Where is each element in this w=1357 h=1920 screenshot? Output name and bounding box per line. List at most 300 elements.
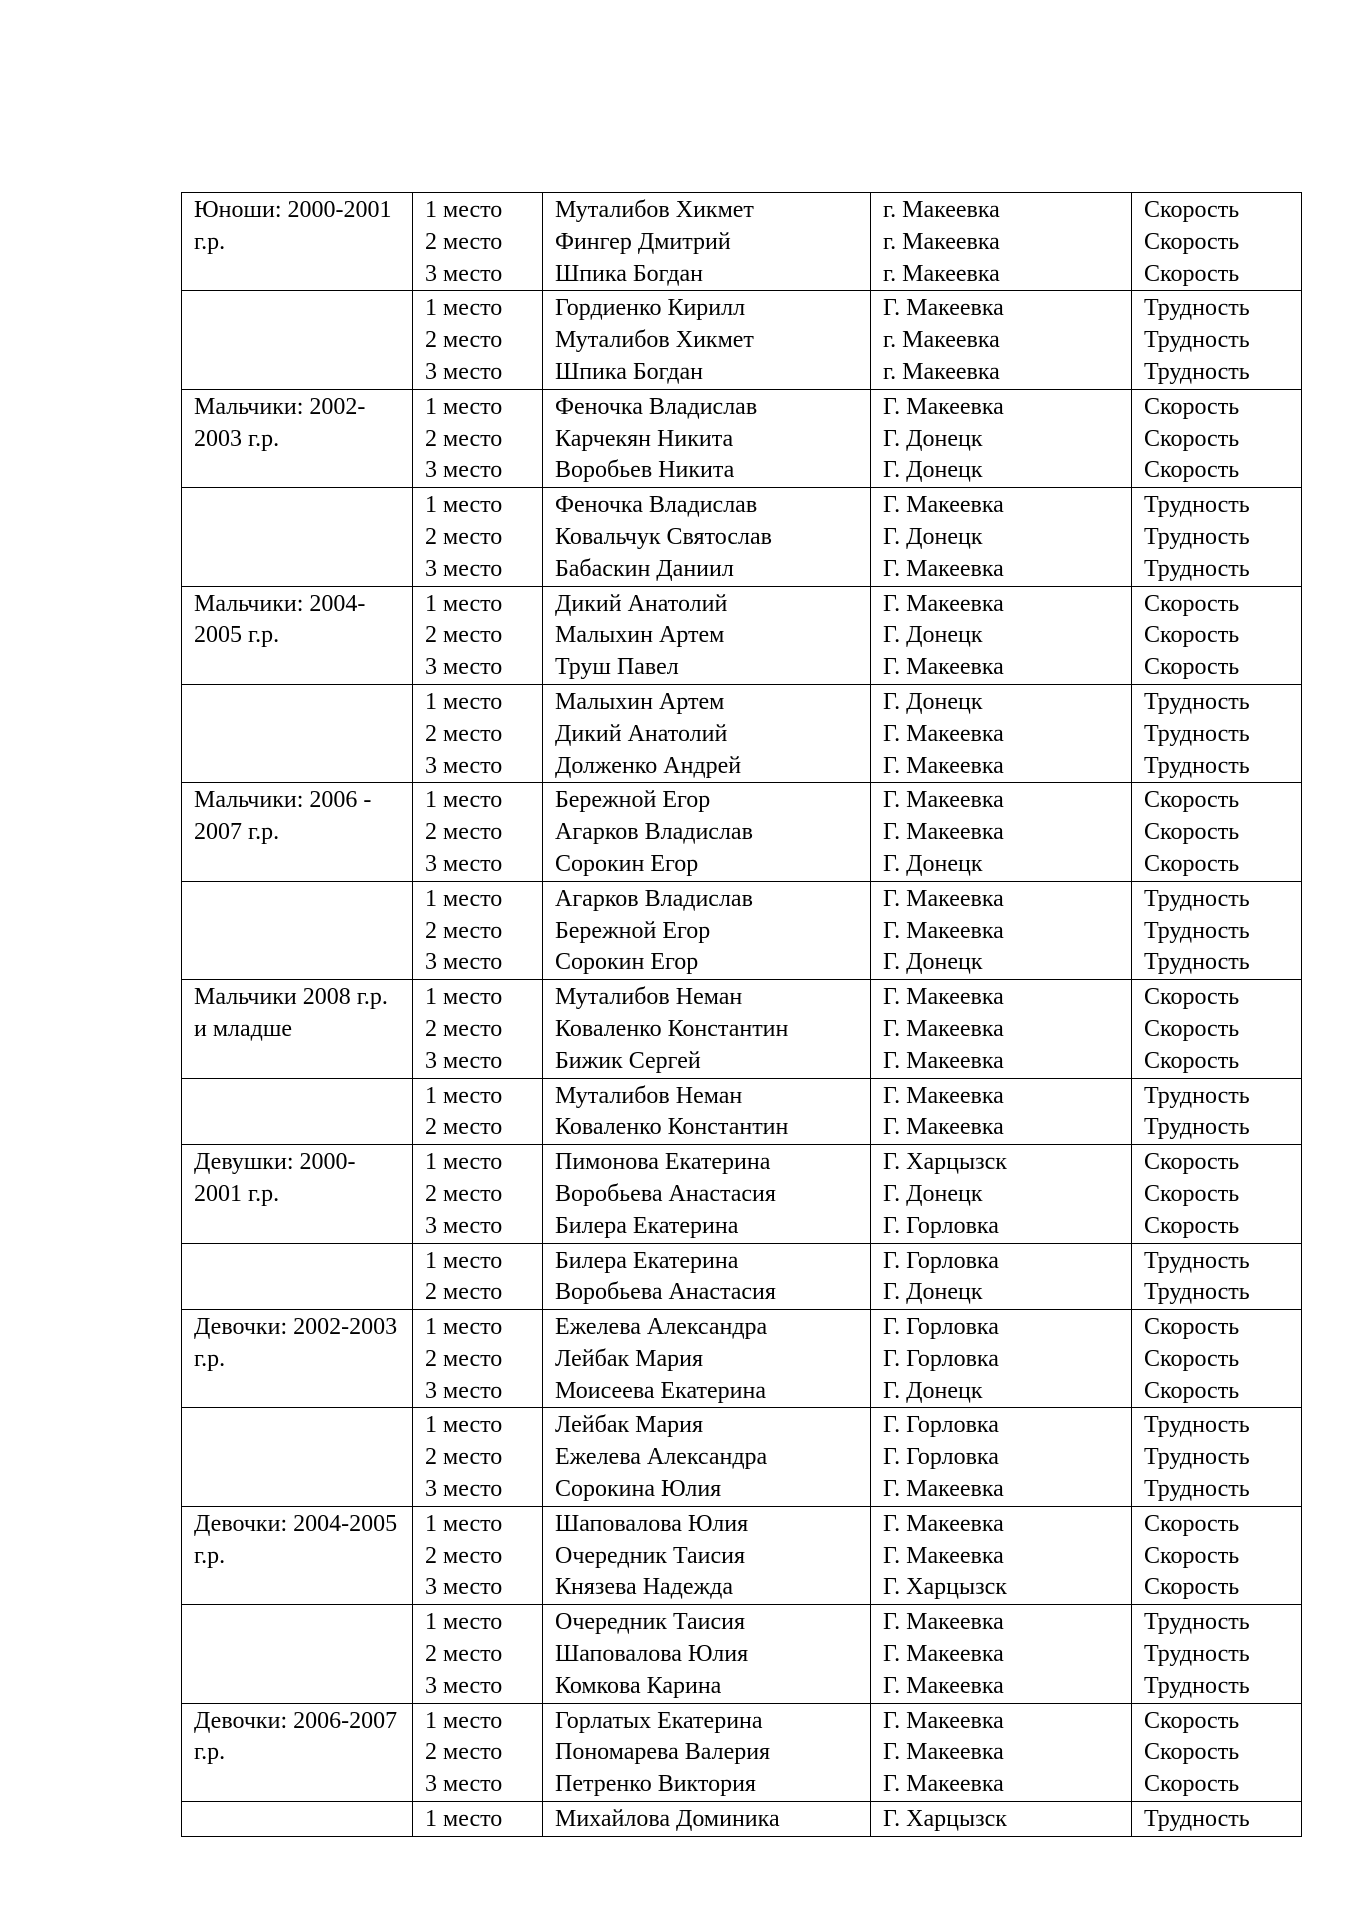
result-group-row: [182, 291, 1302, 389]
athlete-name: Очередник Таисия: [555, 1609, 746, 1636]
discipline-name: Скорость: [1144, 1212, 1240, 1239]
athlete-name: Коваленко Константин: [555, 1114, 789, 1141]
discipline-name: Скорость: [1144, 590, 1240, 617]
place-cell: [413, 586, 543, 684]
city-name: Г. Макеевка: [883, 819, 1004, 846]
athlete-name-cell: [543, 1243, 871, 1310]
city-name: Г. Макеевка: [883, 752, 1004, 779]
result-group-row: [182, 1506, 1302, 1604]
place-cell: [413, 389, 543, 487]
athlete-name-cell: [543, 1078, 871, 1145]
place-text: 1 место: [425, 1149, 503, 1176]
discipline-name: Трудность: [1144, 358, 1250, 385]
athlete-name: Шпика Богдан: [555, 358, 703, 385]
results-body: [182, 193, 1302, 1837]
city-cell: [871, 783, 1132, 881]
athlete-name-cell: [543, 1703, 871, 1801]
discipline-name: Скорость: [1144, 1707, 1240, 1734]
category-cell: Девушки: 2000-2001 г.р.: [182, 1145, 413, 1243]
athlete-name: Воробьев Никита: [555, 457, 735, 484]
athlete-name: Лейбак Мария: [555, 1345, 704, 1372]
discipline-name: Трудность: [1144, 949, 1250, 976]
place-cell: [413, 291, 543, 389]
category-cell: [182, 1605, 413, 1703]
athlete-name: Муталибов Хикмет: [555, 197, 754, 223]
result-group-row: [182, 193, 1302, 291]
athlete-name-cell: [543, 586, 871, 684]
discipline-name: Скорость: [1144, 1510, 1240, 1537]
place-text: 2 место: [425, 228, 503, 255]
athlete-name: Князева Надежда: [555, 1574, 733, 1601]
athlete-name: Сорокин Егор: [555, 949, 699, 976]
category-cell: Мальчики: 2002-2003 г.р.: [182, 389, 413, 487]
discipline-name: Трудность: [1144, 523, 1250, 550]
place-text: 1 место: [425, 1707, 503, 1734]
athlete-name: Муталибов Неман: [555, 984, 743, 1011]
place-cell: [413, 193, 543, 291]
category-cell: [182, 684, 413, 782]
athlete-name: Гордиенко Кирилл: [555, 295, 746, 322]
city-name: г. Макеевка: [883, 358, 1000, 385]
city-cell: [871, 1703, 1132, 1801]
place-text: 1 место: [425, 885, 503, 912]
discipline-name: Трудность: [1144, 720, 1250, 747]
city-name: Г. Макеевка: [883, 1015, 1004, 1042]
discipline-name: Скорость: [1144, 819, 1240, 846]
place-text: 1 место: [425, 688, 503, 715]
result-group-row: [182, 1145, 1302, 1243]
place-cell: [413, 1078, 543, 1145]
discipline-cell: [1132, 586, 1302, 684]
athlete-name-cell: [543, 1802, 871, 1837]
city-cell: [871, 1145, 1132, 1243]
city-name: Г. Харцызск: [883, 1806, 1007, 1833]
discipline-cell: [1132, 783, 1302, 881]
city-name: Г. Макеевка: [883, 1510, 1004, 1537]
discipline-cell: [1132, 1243, 1302, 1310]
athlete-name-cell: [543, 1506, 871, 1604]
city-name: г. Макеевка: [883, 327, 1000, 354]
discipline-name: Трудность: [1144, 1609, 1250, 1636]
athlete-name-cell: [543, 488, 871, 586]
discipline-name: Скорость: [1144, 654, 1240, 681]
city-cell: [871, 1802, 1132, 1837]
city-name: Г. Макеевка: [883, 295, 1004, 322]
place-text: 3 место: [425, 1212, 503, 1239]
category-cell: Девочки: 2004-2005 г.р.: [182, 1506, 413, 1604]
category-cell: [182, 881, 413, 979]
athlete-name: Фингер Дмитрий: [555, 228, 731, 255]
place-text: 3 место: [425, 555, 503, 582]
place-text: 3 место: [425, 1377, 503, 1404]
discipline-cell: [1132, 1605, 1302, 1703]
athlete-name: Сорокин Егор: [555, 850, 699, 877]
place-text: 1 место: [425, 1247, 503, 1274]
result-group-row: [182, 1802, 1302, 1837]
place-text: 1 место: [425, 1806, 503, 1833]
city-cell: [871, 586, 1132, 684]
discipline-name: Трудность: [1144, 1279, 1250, 1306]
athlete-name: Лейбак Мария: [555, 1412, 704, 1439]
place-text: 2 место: [425, 1015, 503, 1042]
discipline-cell: [1132, 881, 1302, 979]
discipline-name: Скорость: [1144, 984, 1240, 1011]
category-cell: Мальчики: 2006 - 2007 г.р.: [182, 783, 413, 881]
place-text: 1 место: [425, 1412, 503, 1439]
place-text: 1 место: [425, 1510, 503, 1537]
result-group-row: [182, 1078, 1302, 1145]
athlete-name: Петренко Виктория: [555, 1771, 756, 1798]
city-name: Г. Донецк: [883, 425, 983, 452]
athlete-name: Труш Павел: [555, 654, 679, 681]
category-cell: [182, 1078, 413, 1145]
result-group-row: [182, 488, 1302, 586]
athlete-name: Агарков Владислав: [555, 819, 753, 846]
city-name: Г. Горловка: [883, 1247, 999, 1274]
city-cell: [871, 488, 1132, 586]
athlete-name: Шаповалова Юлия: [555, 1510, 749, 1537]
place-text: 1 место: [425, 295, 503, 322]
place-text: 2 место: [425, 1444, 503, 1471]
athlete-name: Сорокина Юлия: [555, 1476, 722, 1503]
discipline-name: Скорость: [1144, 1377, 1240, 1404]
discipline-name: Трудность: [1144, 492, 1250, 519]
place-text: 2 место: [425, 720, 503, 747]
discipline-name: Трудность: [1144, 1444, 1250, 1471]
athlete-name-cell: [543, 684, 871, 782]
city-cell: [871, 1078, 1132, 1145]
city-name: Г. Донецк: [883, 688, 983, 715]
athlete-name: Малыхин Артем: [555, 688, 725, 715]
city-name: Г. Донецк: [883, 1377, 983, 1404]
place-text: 3 место: [425, 654, 503, 681]
city-name: Г. Донецк: [883, 850, 983, 877]
discipline-name: Трудность: [1144, 752, 1250, 779]
city-cell: [871, 1310, 1132, 1408]
city-name: Г. Горловка: [883, 1444, 999, 1471]
place-text: 2 место: [425, 622, 503, 649]
city-cell: [871, 684, 1132, 782]
city-name: Г. Донецк: [883, 1180, 983, 1207]
result-group-row: [182, 783, 1302, 881]
athlete-name: Воробьева Анастасия: [555, 1180, 776, 1207]
place-cell: [413, 783, 543, 881]
discipline-name: Трудность: [1144, 688, 1250, 715]
city-cell: [871, 389, 1132, 487]
place-text: 3 место: [425, 752, 503, 779]
city-name: Г. Макеевка: [883, 1641, 1004, 1668]
athlete-name-cell: [543, 881, 871, 979]
discipline-cell: [1132, 980, 1302, 1078]
city-cell: [871, 1605, 1132, 1703]
athlete-name: Комкова Карина: [555, 1672, 722, 1699]
place-text: 2 место: [425, 425, 503, 452]
discipline-name: Трудность: [1144, 1412, 1250, 1439]
discipline-cell: [1132, 1703, 1302, 1801]
discipline-name: Скорость: [1144, 1180, 1240, 1207]
discipline-name: Скорость: [1144, 622, 1240, 649]
place-text: 3 место: [425, 260, 503, 287]
discipline-name: Скорость: [1144, 1345, 1240, 1372]
place-text: 3 место: [425, 1476, 503, 1503]
discipline-name: Скорость: [1144, 393, 1240, 420]
city-name: Г. Донецк: [883, 1279, 983, 1306]
place-text: 1 место: [425, 590, 503, 617]
city-name: Г. Макеевка: [883, 1707, 1004, 1734]
city-name: Г. Донецк: [883, 523, 983, 550]
athlete-name-cell: [543, 291, 871, 389]
athlete-name: Шаповалова Юлия: [555, 1641, 749, 1668]
discipline-cell: [1132, 193, 1302, 291]
athlete-name: Бабаскин Даниил: [555, 555, 734, 582]
place-text: 2 место: [425, 1641, 503, 1668]
city-name: Г. Макеевка: [883, 1609, 1004, 1636]
athlete-name-cell: [543, 980, 871, 1078]
place-text: 2 место: [425, 523, 503, 550]
city-cell: [871, 291, 1132, 389]
athlete-name: Феночка Владислав: [555, 492, 758, 519]
discipline-name: Скорость: [1144, 457, 1240, 484]
athlete-name: Бережной Егор: [555, 917, 711, 944]
athlete-name: Дикий Анатолий: [555, 590, 728, 617]
discipline-name: Скорость: [1144, 228, 1240, 255]
city-name: Г. Макеевка: [883, 492, 1004, 519]
city-cell: [871, 193, 1132, 291]
athlete-name: Феночка Владислав: [555, 393, 758, 420]
category-cell: [182, 1802, 413, 1837]
place-text: 3 место: [425, 1771, 503, 1798]
city-name: г. Макеевка: [883, 197, 1000, 223]
discipline-name: Трудность: [1144, 1247, 1250, 1274]
athlete-name-cell: [543, 1408, 871, 1506]
city-name: Г. Макеевка: [883, 787, 1004, 814]
result-group-row: [182, 586, 1302, 684]
discipline-cell: [1132, 1408, 1302, 1506]
city-name: Г. Донецк: [883, 949, 983, 976]
athlete-name: Горлатых Екатерина: [555, 1707, 763, 1734]
category-cell: Мальчики: 2004-2005 г.р.: [182, 586, 413, 684]
place-cell: [413, 1703, 543, 1801]
city-name: г. Макеевка: [883, 228, 1000, 255]
result-group-row: [182, 1408, 1302, 1506]
discipline-name: Скорость: [1144, 1771, 1240, 1798]
athlete-name: Ежелева Александра: [555, 1314, 768, 1341]
athlete-name: Долженко Андрей: [555, 752, 742, 779]
result-group-row: [182, 1703, 1302, 1801]
athlete-name: Малыхин Артем: [555, 622, 725, 649]
athlete-name: Пимонова Екатерина: [555, 1149, 771, 1176]
result-group-row: [182, 980, 1302, 1078]
city-name: Г. Макеевка: [883, 654, 1004, 681]
city-name: Г. Макеевка: [883, 885, 1004, 912]
discipline-name: Скорость: [1144, 1149, 1240, 1176]
discipline-name: Скорость: [1144, 1739, 1240, 1766]
result-group-row: [182, 389, 1302, 487]
place-text: 1 место: [425, 393, 503, 420]
place-text: 3 место: [425, 457, 503, 484]
city-name: Г. Макеевка: [883, 1047, 1004, 1074]
athlete-name-cell: [543, 193, 871, 291]
city-name: Г. Макеевка: [883, 917, 1004, 944]
place-text: 1 место: [425, 787, 503, 814]
place-text: 3 место: [425, 1047, 503, 1074]
place-cell: [413, 1802, 543, 1837]
discipline-name: Скорость: [1144, 1574, 1240, 1601]
place-text: 3 место: [425, 850, 503, 877]
results-table: [181, 192, 1302, 1837]
city-name: г. Макеевка: [883, 260, 1000, 287]
city-name: Г. Макеевка: [883, 1542, 1004, 1569]
discipline-name: Трудность: [1144, 327, 1250, 354]
city-name: Г. Горловка: [883, 1314, 999, 1341]
category-cell: [182, 1408, 413, 1506]
athlete-name: Пономарева Валерия: [555, 1739, 771, 1766]
discipline-name: Трудность: [1144, 1114, 1250, 1141]
category-cell: [182, 1243, 413, 1310]
place-text: 3 место: [425, 949, 503, 976]
discipline-cell: [1132, 1310, 1302, 1408]
category-cell: Девочки: 2006-2007 г.р.: [182, 1703, 413, 1801]
place-text: 1 место: [425, 492, 503, 519]
place-text: 3 место: [425, 1574, 503, 1601]
category-cell: [182, 291, 413, 389]
discipline-name: Трудность: [1144, 1641, 1250, 1668]
discipline-cell: [1132, 488, 1302, 586]
athlete-name: Ежелева Александра: [555, 1444, 768, 1471]
city-name: Г. Макеевка: [883, 1672, 1004, 1699]
city-name: Г. Макеевка: [883, 1114, 1004, 1141]
place-cell: [413, 684, 543, 782]
city-cell: [871, 1408, 1132, 1506]
athlete-name: Шпика Богдан: [555, 260, 703, 287]
discipline-name: Трудность: [1144, 295, 1250, 322]
athlete-name-cell: [543, 1605, 871, 1703]
category-cell: Мальчики 2008 г.р. и младше: [182, 980, 413, 1078]
athlete-name: Михайлова Доминика: [555, 1806, 780, 1833]
place-text: 1 место: [425, 1082, 503, 1109]
city-name: Г. Горловка: [883, 1412, 999, 1439]
city-name: Г. Макеевка: [883, 1476, 1004, 1503]
place-cell: [413, 1243, 543, 1310]
place-text: 2 место: [425, 917, 503, 944]
discipline-cell: [1132, 1145, 1302, 1243]
result-group-row: [182, 1243, 1302, 1310]
athlete-name: Билера Екатерина: [555, 1247, 739, 1274]
athlete-name-cell: [543, 1310, 871, 1408]
place-text: 1 место: [425, 984, 503, 1011]
athlete-name: Бижик Сергей: [555, 1047, 701, 1074]
place-text: 2 место: [425, 819, 503, 846]
city-cell: [871, 1506, 1132, 1604]
city-name: Г. Харцызск: [883, 1149, 1007, 1176]
category-cell: Юноши: 2000-2001 г.р.: [182, 193, 413, 291]
place-text: 1 место: [425, 197, 503, 223]
place-cell: [413, 1145, 543, 1243]
city-cell: [871, 881, 1132, 979]
athlete-name: Моисеева Екатерина: [555, 1377, 766, 1404]
discipline-name: Трудность: [1144, 917, 1250, 944]
athlete-name: Муталибов Неман: [555, 1082, 743, 1109]
city-name: Г. Макеевка: [883, 1082, 1004, 1109]
place-text: 2 место: [425, 1114, 503, 1141]
result-group-row: [182, 881, 1302, 979]
result-group-row: [182, 684, 1302, 782]
place-cell: [413, 1408, 543, 1506]
discipline-name: Скорость: [1144, 260, 1240, 287]
athlete-name: Очередник Таисия: [555, 1542, 746, 1569]
athlete-name: Дикий Анатолий: [555, 720, 728, 747]
place-text: 2 место: [425, 1345, 503, 1372]
place-text: 1 место: [425, 1314, 503, 1341]
discipline-cell: [1132, 684, 1302, 782]
discipline-name: Скорость: [1144, 425, 1240, 452]
discipline-name: Трудность: [1144, 555, 1250, 582]
city-name: Г. Макеевка: [883, 984, 1004, 1011]
city-name: Г. Макеевка: [883, 393, 1004, 420]
result-group-row: [182, 1605, 1302, 1703]
place-text: 2 место: [425, 1739, 503, 1766]
athlete-name: Муталибов Хикмет: [555, 327, 754, 354]
discipline-cell: [1132, 1078, 1302, 1145]
discipline-name: Трудность: [1144, 1082, 1250, 1109]
discipline-name: Трудность: [1144, 1672, 1250, 1699]
discipline-name: Скорость: [1144, 1015, 1240, 1042]
discipline-cell: [1132, 1506, 1302, 1604]
discipline-name: Скорость: [1144, 1047, 1240, 1074]
discipline-name: Трудность: [1144, 1806, 1250, 1833]
city-name: Г. Макеевка: [883, 720, 1004, 747]
place-cell: [413, 980, 543, 1078]
discipline-name: Трудность: [1144, 1476, 1250, 1503]
athlete-name-cell: [543, 783, 871, 881]
athlete-name: Бережной Егор: [555, 787, 711, 814]
place-text: 2 место: [425, 1180, 503, 1207]
city-name: Г. Харцызск: [883, 1574, 1007, 1601]
place-text: 3 место: [425, 358, 503, 385]
athlete-name: Воробьева Анастасия: [555, 1279, 776, 1306]
athlete-name: Карчекян Никита: [555, 425, 734, 452]
discipline-name: Скорость: [1144, 850, 1240, 877]
city-name: Г. Горловка: [883, 1212, 999, 1239]
discipline-cell: [1132, 291, 1302, 389]
place-text: 2 место: [425, 1542, 503, 1569]
place-text: 2 место: [425, 327, 503, 354]
city-name: Г. Горловка: [883, 1345, 999, 1372]
athlete-name: Коваленко Константин: [555, 1015, 789, 1042]
category-cell: Девочки: 2002-2003 г.р.: [182, 1310, 413, 1408]
athlete-name: Ковальчук Святослав: [555, 523, 772, 550]
city-cell: [871, 1243, 1132, 1310]
athlete-name-cell: [543, 389, 871, 487]
place-cell: [413, 1310, 543, 1408]
category-cell: [182, 488, 413, 586]
place-cell: [413, 1506, 543, 1604]
place-text: 1 место: [425, 1609, 503, 1636]
athlete-name: Билера Екатерина: [555, 1212, 739, 1239]
city-cell: [871, 980, 1132, 1078]
place-text: 3 место: [425, 1672, 503, 1699]
place-cell: [413, 488, 543, 586]
athlete-name-cell: [543, 1145, 871, 1243]
discipline-cell: [1132, 1802, 1302, 1837]
discipline-name: Скорость: [1144, 1314, 1240, 1341]
discipline-cell: [1132, 389, 1302, 487]
place-text: 2 место: [425, 1279, 503, 1306]
discipline-name: Трудность: [1144, 885, 1250, 912]
athlete-name: Агарков Владислав: [555, 885, 753, 912]
city-name: Г. Макеевка: [883, 590, 1004, 617]
discipline-name: Скорость: [1144, 197, 1240, 223]
